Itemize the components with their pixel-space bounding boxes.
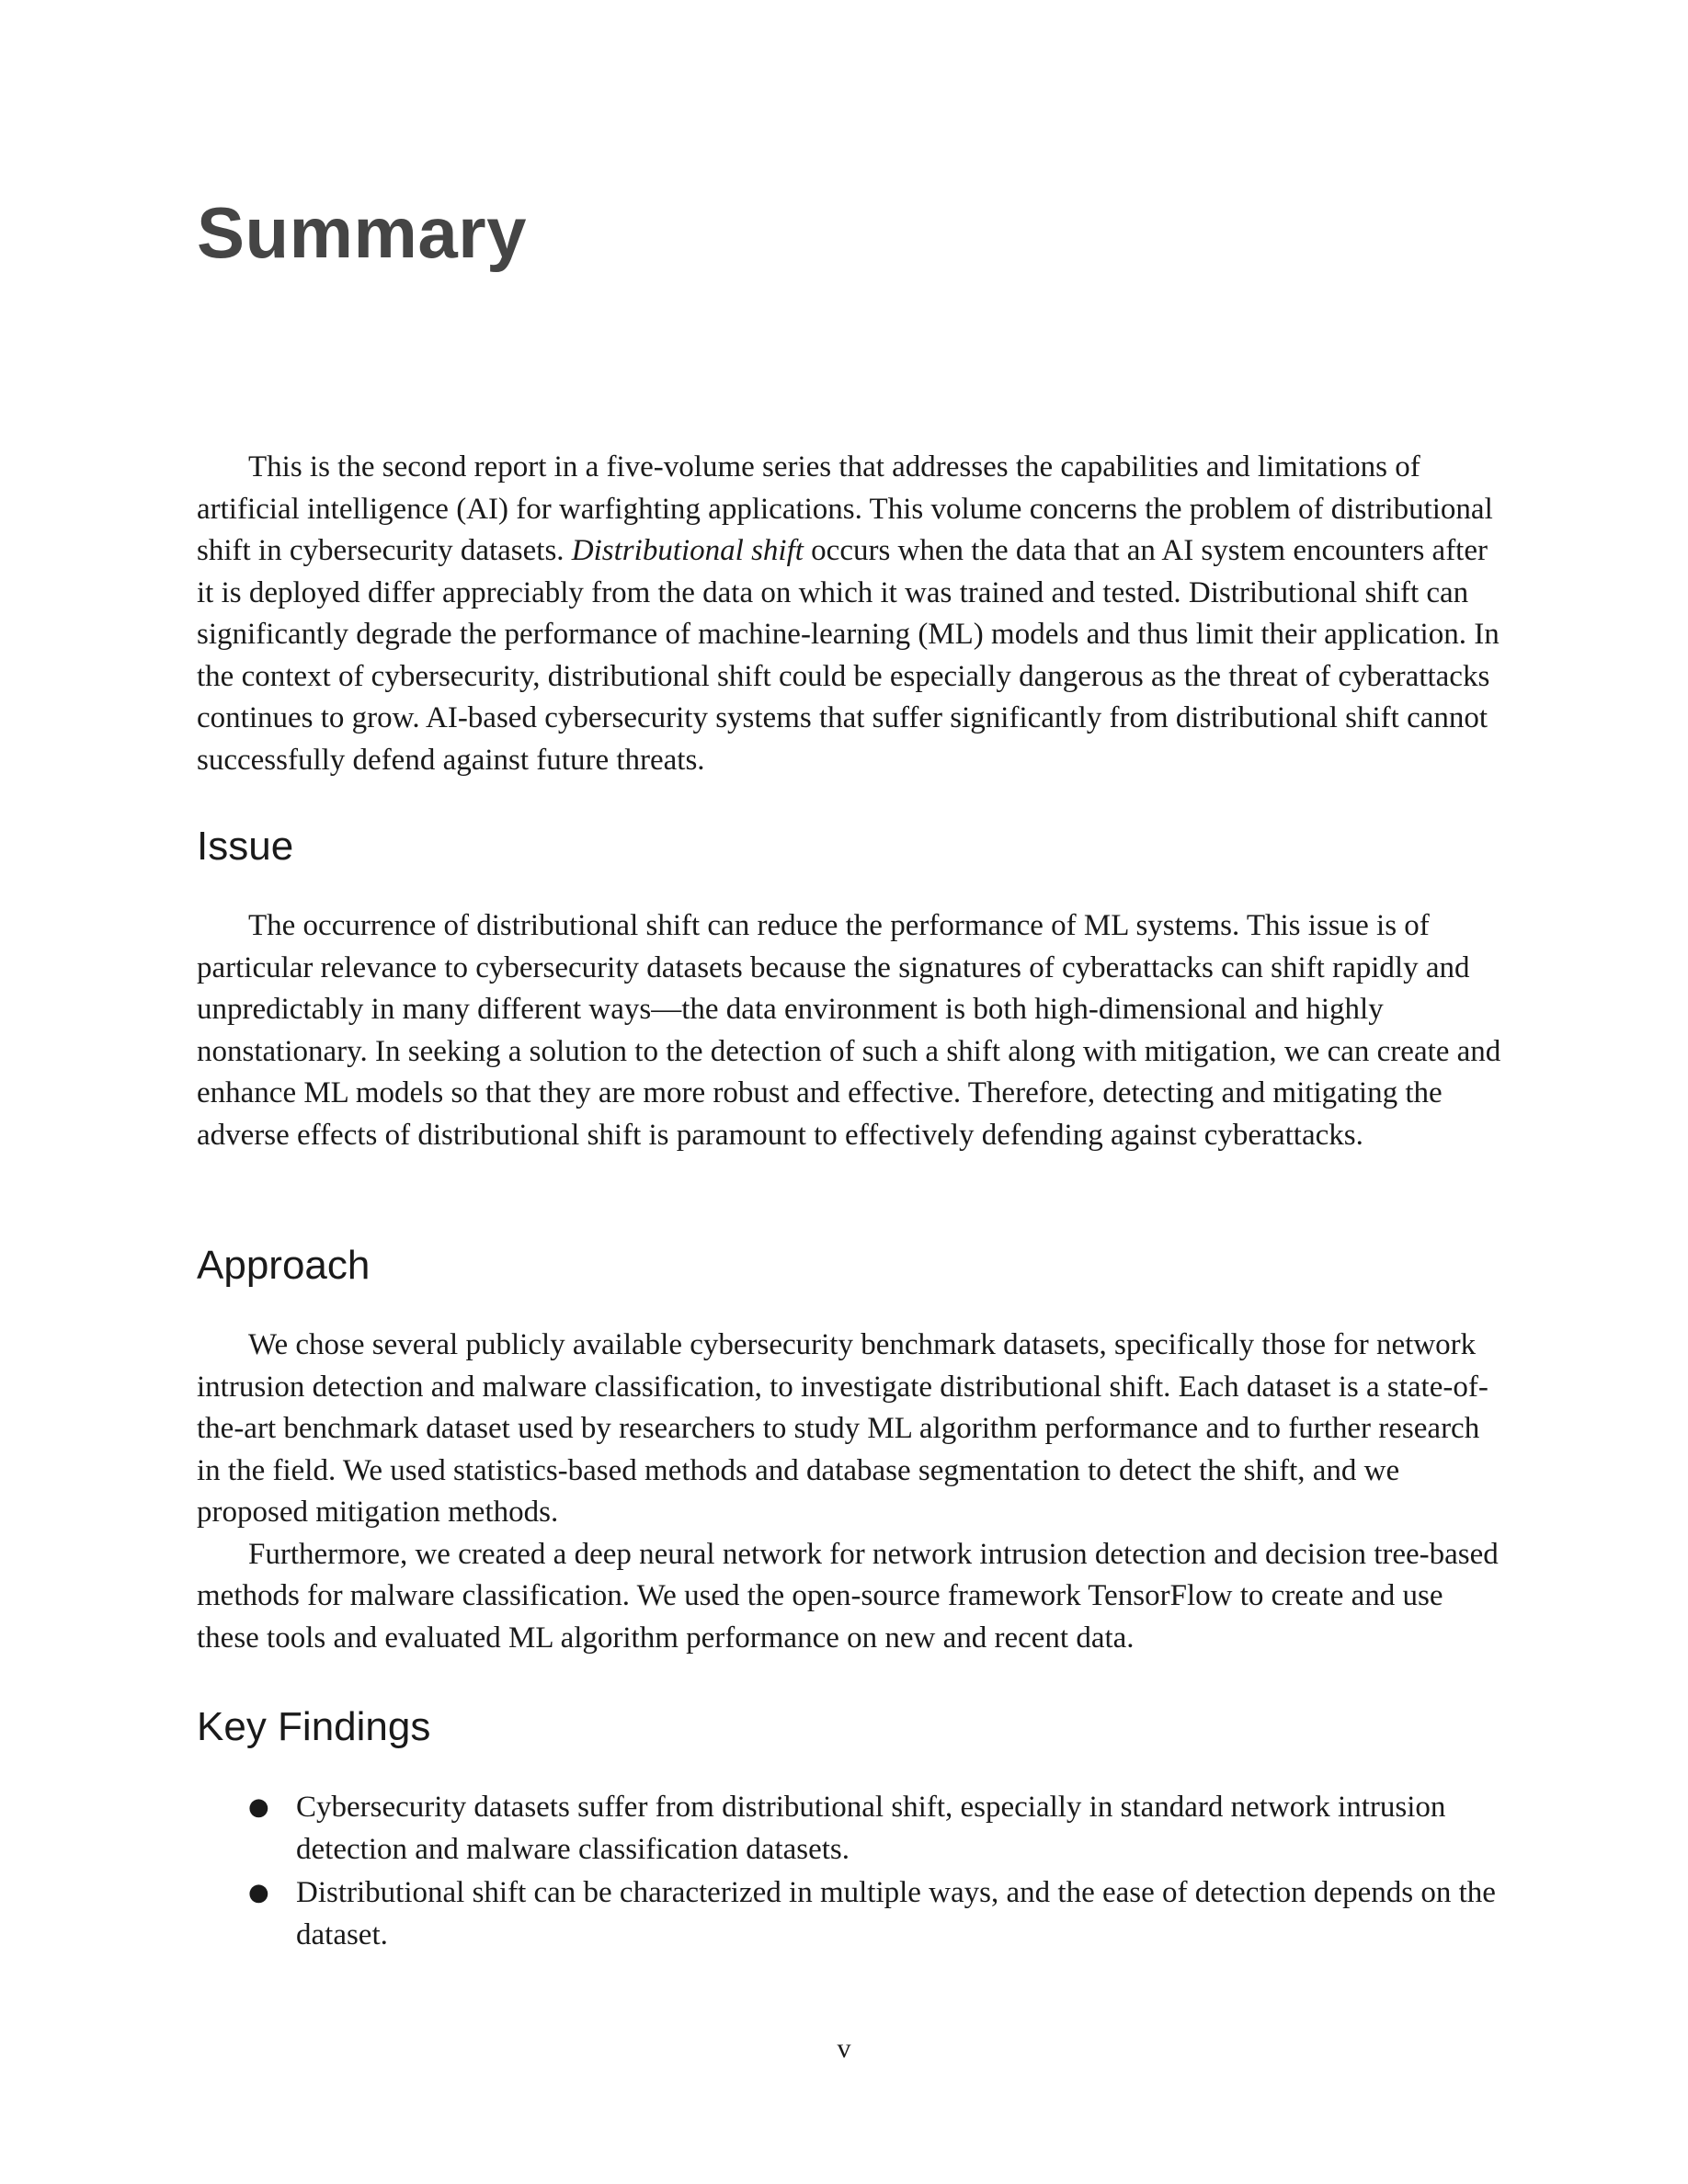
- finding-text: Cybersecurity datasets suffer from distributional shift, especially in standard network intrusion detection and malware classification datasets.: [296, 1791, 1446, 1866]
- list-item: [197, 1787, 1502, 1871]
- bullet-icon: ●: [248, 1879, 269, 1906]
- key-findings-list: [197, 1787, 1502, 1956]
- issue-section: [197, 905, 1502, 1156]
- issue-paragraph: The occurrence of distributional shift can reduce the performance of ML systems. This issue is of particular relevance to cybersecurity datasets because the signatures of cyberattacks can shift rapidly and unpredictably in many different ways—the data environment is both high-dimensional and highly nonstationary. In seeking a solution to the detection of such a shift along with mitigation, we can create and enhance ML models so that they are more robust and effective. Therefore, detecting and mitigating the adverse effects of distributional shift is paramount to effectively defending against cyberattacks.: [197, 909, 1501, 1152]
- approach-paragraph-2: Furthermore, we created a deep neural network for network intrusion detection and decision tree-based methods for malware classification. We used the open-source framework TensorFlow to create and use these tools and evaluated ML algorithm performance on new and recent data.: [197, 1537, 1499, 1655]
- key-findings-heading: Key Findings: [197, 1704, 431, 1749]
- intro-text-end: occurs when the data that an AI system encounters after it is deployed differ appreciably from the data on which it was trained and tested. Distributional shift can significantly degrade the performance of machine-learning (ML) models and thus limit their application. In the context of cybersecurity, distributional shift could be especially dangerous as the threat of cyberattacks continues to grow. AI-based cybersecurity systems that suffer significantly from distributional shift cannot successfully defend against future threats.: [197, 534, 1500, 777]
- page-title: Summary: [197, 192, 527, 273]
- intro-text-start: This is the second report in a five-volume series that addresses the capabilities and limitations of artificial intelligence (AI) for warfighting applications. This volume concerns the problem of distributional shift in cybersecurity datasets.: [197, 450, 1493, 567]
- list-item: [197, 1872, 1502, 1956]
- approach-paragraph-1: We chose several publicly available cybersecurity benchmark datasets, specifically those for network intrusion detection and malware classification, to investigate distributional shift. Each dataset is a state-of-the-art benchmark dataset used by researchers to study ML algorithm performance and to further research in the field. We used statistics-based methods and database segmentation to detect the shift, and we proposed mitigation methods.: [197, 1328, 1488, 1529]
- intro-paragraph: [197, 447, 1502, 781]
- bullet-icon: ●: [248, 1793, 269, 1821]
- intro-italic-term: Distributional shift: [571, 534, 804, 567]
- key-findings-section: [197, 1787, 1502, 1958]
- intro-section: [197, 447, 1502, 781]
- finding-text: Distributional shift can be characterized in multiple ways, and the ease of detection depends on the dataset.: [296, 1876, 1496, 1951]
- page-number: v: [837, 2033, 851, 2064]
- approach-heading: Approach: [197, 1243, 371, 1288]
- approach-section: [197, 1325, 1502, 1659]
- issue-heading: Issue: [197, 824, 294, 869]
